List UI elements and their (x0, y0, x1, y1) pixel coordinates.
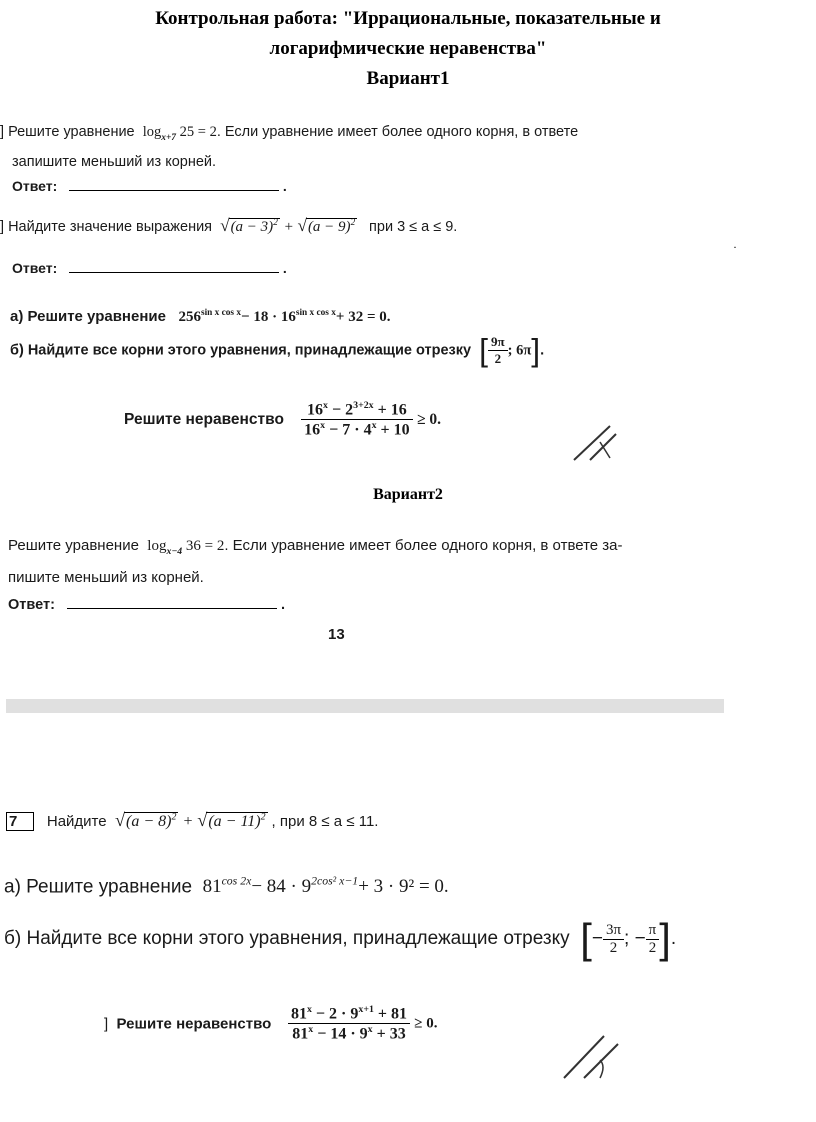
page-separator (6, 699, 724, 713)
variant-2-heading: Вариант2 (373, 486, 443, 503)
v2-task7: 7 Найдите $√(a - 8)^2 + √(a - 11)^2$ , при 8 ≤ a ≤ 11. (6, 810, 378, 831)
handwritten-slash-marks (560, 1030, 624, 1082)
page-number: 13 (328, 626, 345, 643)
title-line-2: логарифмические неравенства" (269, 38, 547, 59)
v1-task2: ] Найдите значение выражения $√(a - 3)^2 + √(a - 9)^2$ при 3 ≤ a ≤ 9. (0, 216, 458, 235)
answer-line[interactable] (69, 258, 279, 273)
answer-line[interactable] (69, 176, 279, 191)
task-number-box: 7 (6, 812, 34, 831)
variant-1-heading: Вариант1 (366, 68, 450, 89)
v1-task1-answer: Ответ: . (12, 178, 287, 194)
v1-task4: Решите неравенство $\frac{16^x - 2^{3+2x} + 16}{16^x - 7 \cdot 4^x + 10}$ ≥ 0. (124, 400, 441, 439)
left-bracket-mark: ] (0, 124, 9, 140)
left-bracket-mark: ] (0, 219, 9, 235)
v2-task8-b: б) Найдите все корни этого уравнения, принадлежащие отрезку [− $\frac{3\pi}{2}$ ; − $\frac{\pi}{2}$ ]. (4, 915, 677, 962)
v2-task8-a: а) Решите уравнение $81^{cos 2x}- 84 \cdot 9^{2cos^2 x-1}+ 3 \cdot 9^2 = 0$. (4, 875, 449, 898)
v2-task1-answer: Ответ: . (8, 594, 285, 613)
handwritten-slash-marks (570, 422, 620, 464)
v2-task9: ] Решите неравенство $\frac{81^x - 2 \cdot 9^{x+1} + 81}{81^x - 14 \cdot 9^x + 33}$ ≥ 0. (104, 1004, 438, 1043)
v1-task3-b: б) Найдите все корни этого уравнения, принадлежащие отрезку [ $\frac{9\pi}{2}$ ; 6π]. (10, 332, 545, 368)
v1-task3-a: а) Решите уравнение $256^{sin x cos x}- 18 \cdot 16^{sin x cos x}+ 32 = 0$. (10, 308, 391, 325)
v1-task1: ] Решите уравнение $\log_{x+7} 25 = 2$. Если уравнение имеет более одного корня, в ответе запишите меньший из корней. (0, 124, 579, 170)
title-line-1: Контрольная работа: "Иррациональные, показательные и (155, 8, 661, 29)
v2-task1: Решите уравнение $\log_{x-4} 36 = 2$. Если уравнение имеет более одного корня, в ответе за- пишите меньший из корней. (8, 537, 623, 586)
scan-artifact: · (733, 240, 737, 254)
v1-task2-answer: Ответ: . (12, 260, 287, 276)
left-bracket-mark: ] (104, 1015, 117, 1033)
answer-line[interactable] (67, 594, 277, 609)
